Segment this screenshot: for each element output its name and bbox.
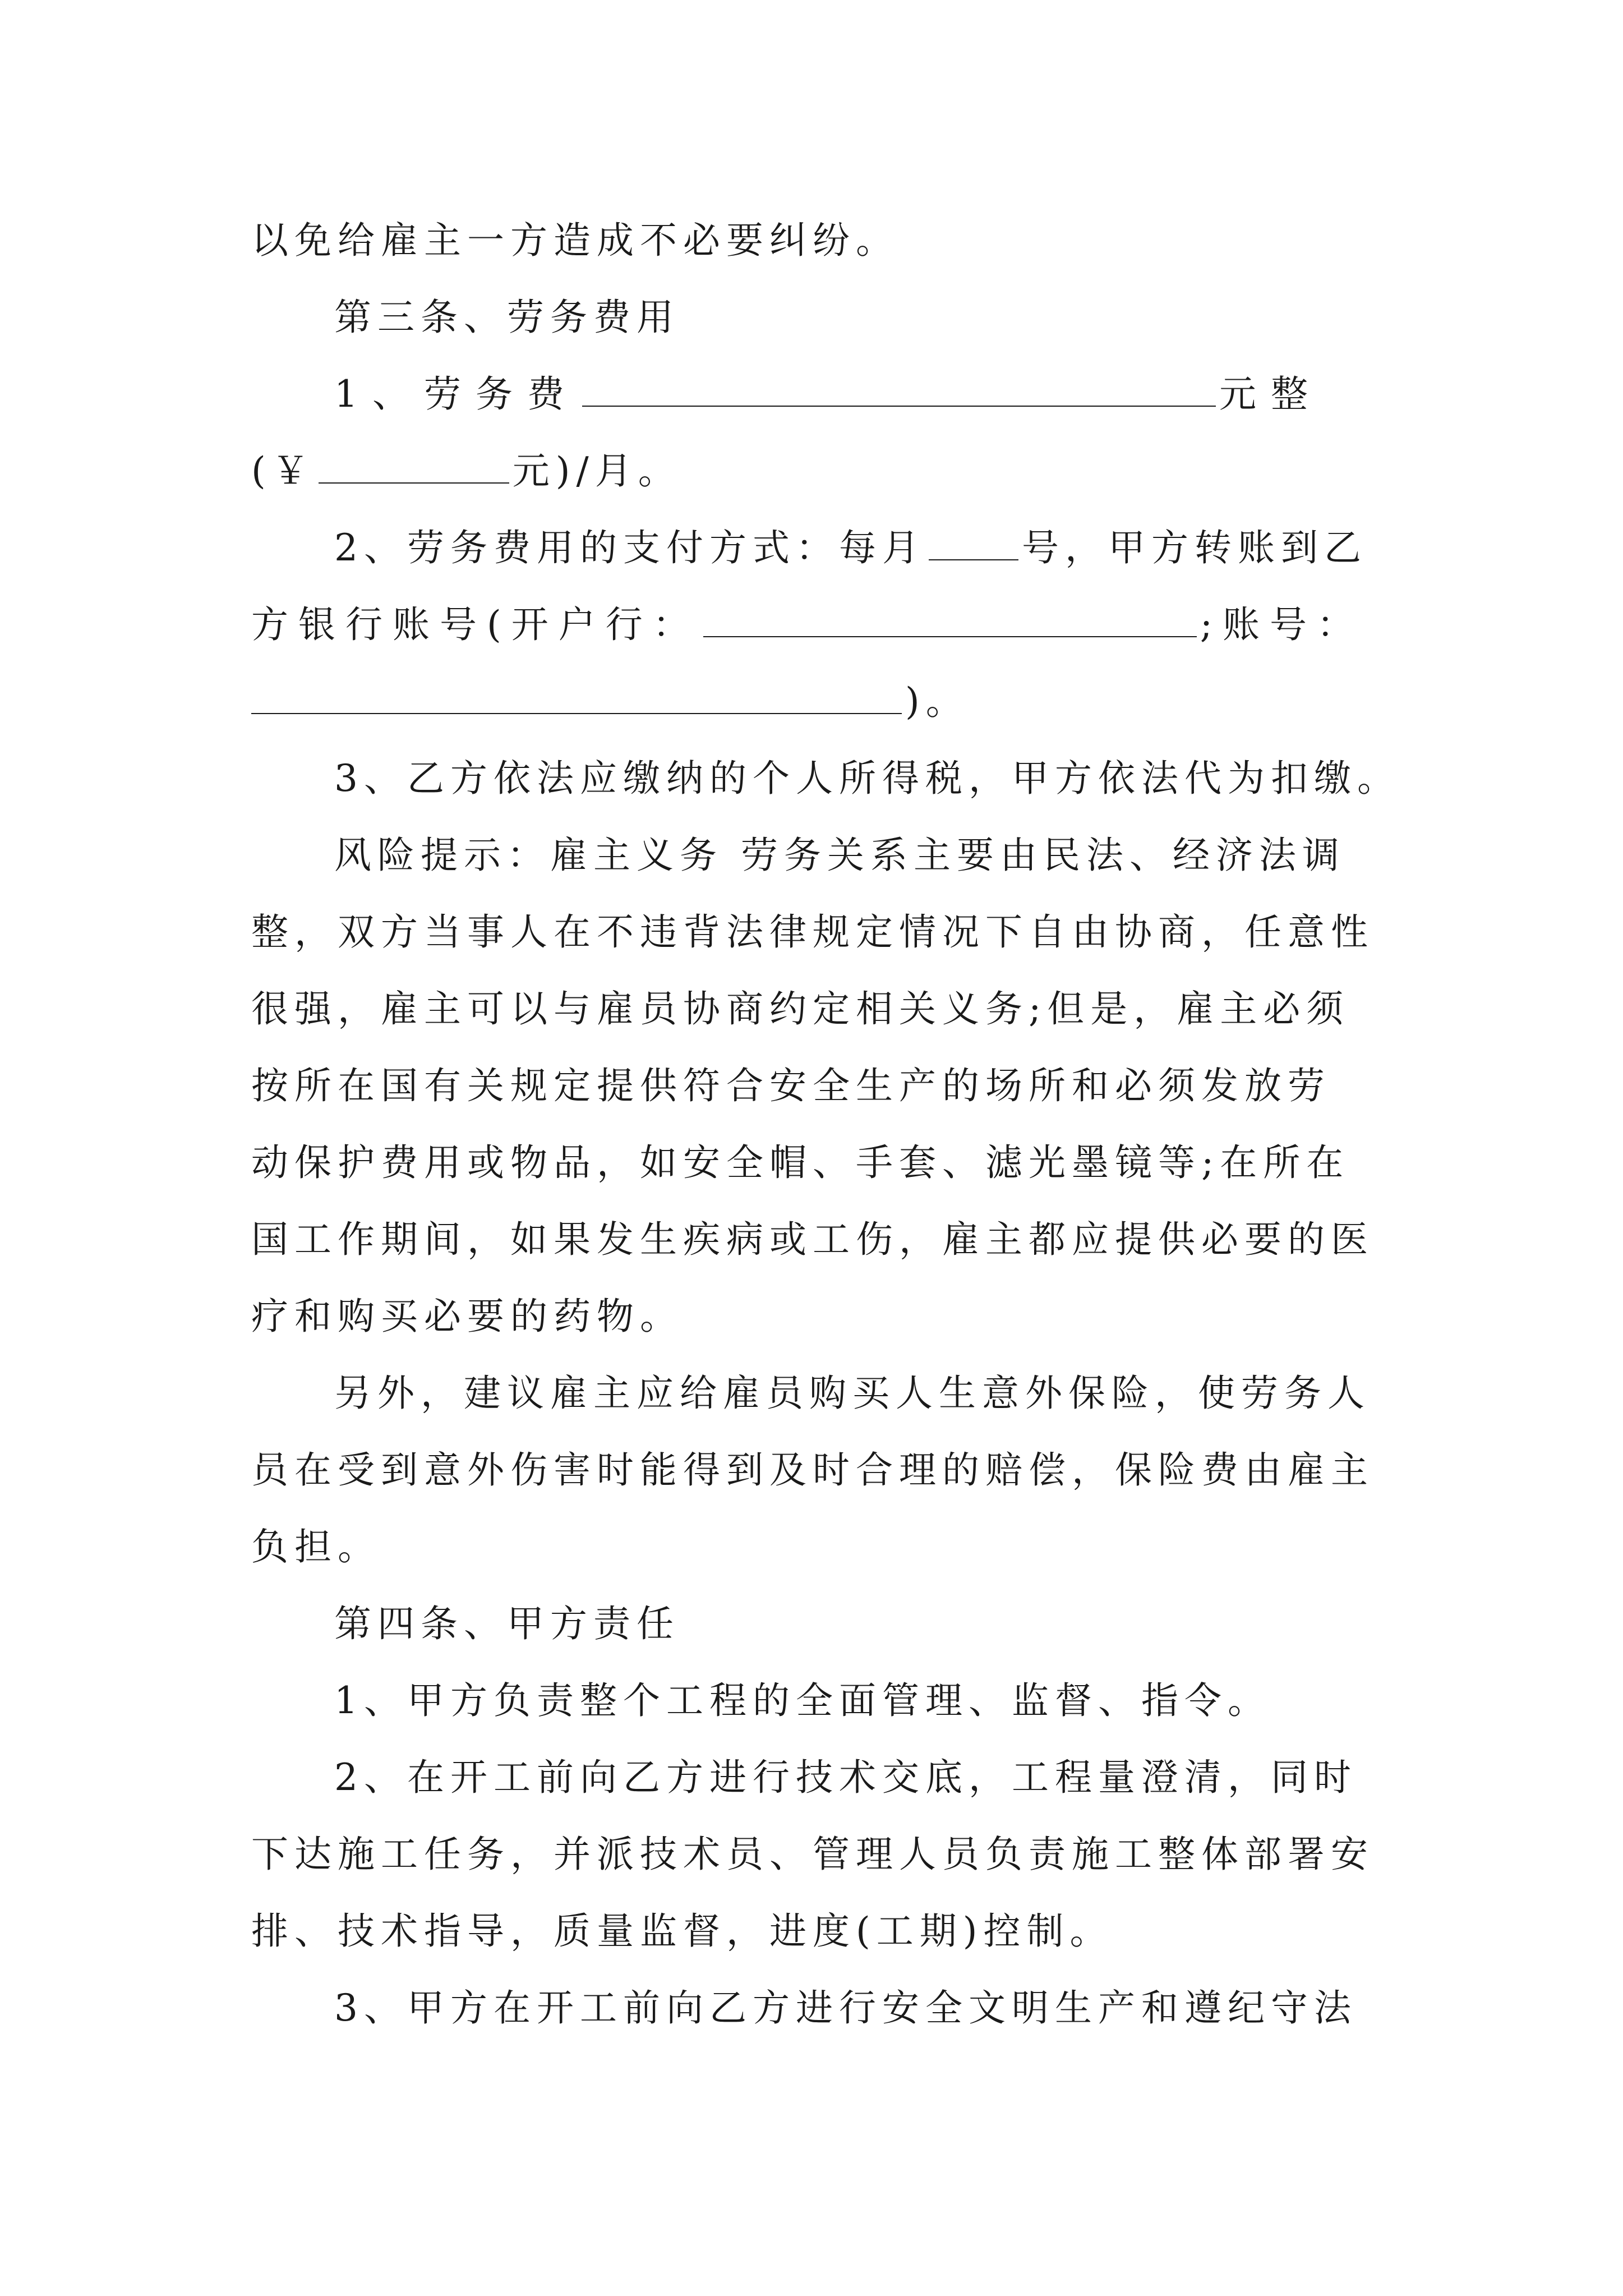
pay-day-blank <box>929 524 1018 560</box>
payment-line-1 <box>251 509 1395 586</box>
payment-close: )。 <box>905 680 969 723</box>
payment-line-2 <box>251 586 1395 663</box>
account-number-blank <box>251 678 902 714</box>
risk-line-4: 按所在国有关规定提供符合安全生产的场所和必须发放劳 <box>251 1064 1331 1107</box>
risk-line-1: 风险提示：雇主义务 劳务关系主要由民法、经济法调 <box>334 834 1345 877</box>
currency-open: (￥ <box>251 449 315 493</box>
article-3-heading: 第三条、劳务费用 <box>334 296 680 339</box>
fee-per-month: 元)/月。 <box>512 449 681 493</box>
bank-label: 方银行账号(开户行： <box>251 603 700 646</box>
fee-number-blank <box>319 448 509 484</box>
tax-clause: 3、乙方依法应缴纳的个人所得税，甲方依法代为扣缴。 <box>334 757 1400 800</box>
payment-method-label: 2、劳务费用的支付方式：每月 <box>334 526 925 569</box>
duty-item-2-line-3: 排、技术指导，质量监督，进度(工期)控制。 <box>251 1910 1113 1953</box>
insurance-line-3: 负担。 <box>251 1525 381 1568</box>
payment-line-3 <box>251 663 1395 740</box>
duty-item-1: 1、甲方负责整个工程的全面管理、监督、指令。 <box>334 1679 1271 1722</box>
duty-item-2-line-2: 下达施工任务，并派技术员、管理人员负责施工整体部署安 <box>251 1833 1374 1876</box>
fee-unit: 元整 <box>1219 372 1322 416</box>
fee-label: 1、劳务费 <box>334 372 579 416</box>
payment-transfer-text: 号，甲方转账到乙 <box>1022 526 1367 569</box>
fee-amount-line <box>251 432 1395 509</box>
risk-line-2: 整，双方当事人在不违背法律规定情况下自由协商，任意性 <box>251 910 1374 954</box>
insurance-line-1: 另外，建议雇主应给雇员购买人生意外保险，使劳务人 <box>334 1372 1371 1415</box>
duty-item-3: 3、甲方在开工前向乙方进行安全文明生产和遵纪守法 <box>334 1986 1357 2030</box>
risk-line-5: 动保护费用或物品，如安全帽、手套、滤光墨镜等;在所在 <box>251 1141 1350 1184</box>
duty-item-2-line-1: 2、在开工前向乙方进行技术交底，工程量澄清，同时 <box>334 1756 1357 1799</box>
insurance-line-2: 员在受到意外伤害时能得到及时合理的赔偿，保险费由雇主 <box>251 1448 1374 1492</box>
document-page <box>251 202 1400 2046</box>
risk-line-6: 国工作期间，如果发生疾病或工伤，雇主都应提供必要的医 <box>251 1218 1374 1261</box>
risk-line-7: 疗和购买必要的药物。 <box>251 1295 683 1338</box>
risk-line-3: 很强，雇主可以与雇员协商约定相关义务;但是，雇主必须 <box>251 987 1350 1030</box>
account-label: ;账号： <box>1200 603 1364 646</box>
fee-amount-blank <box>582 371 1216 407</box>
article-4-heading: 第四条、甲方责任 <box>334 1602 680 1645</box>
fee-line <box>251 356 1395 432</box>
intro-line: 以免给雇主一方造成不必要纠纷。 <box>251 219 899 262</box>
bank-name-blank <box>703 601 1197 637</box>
